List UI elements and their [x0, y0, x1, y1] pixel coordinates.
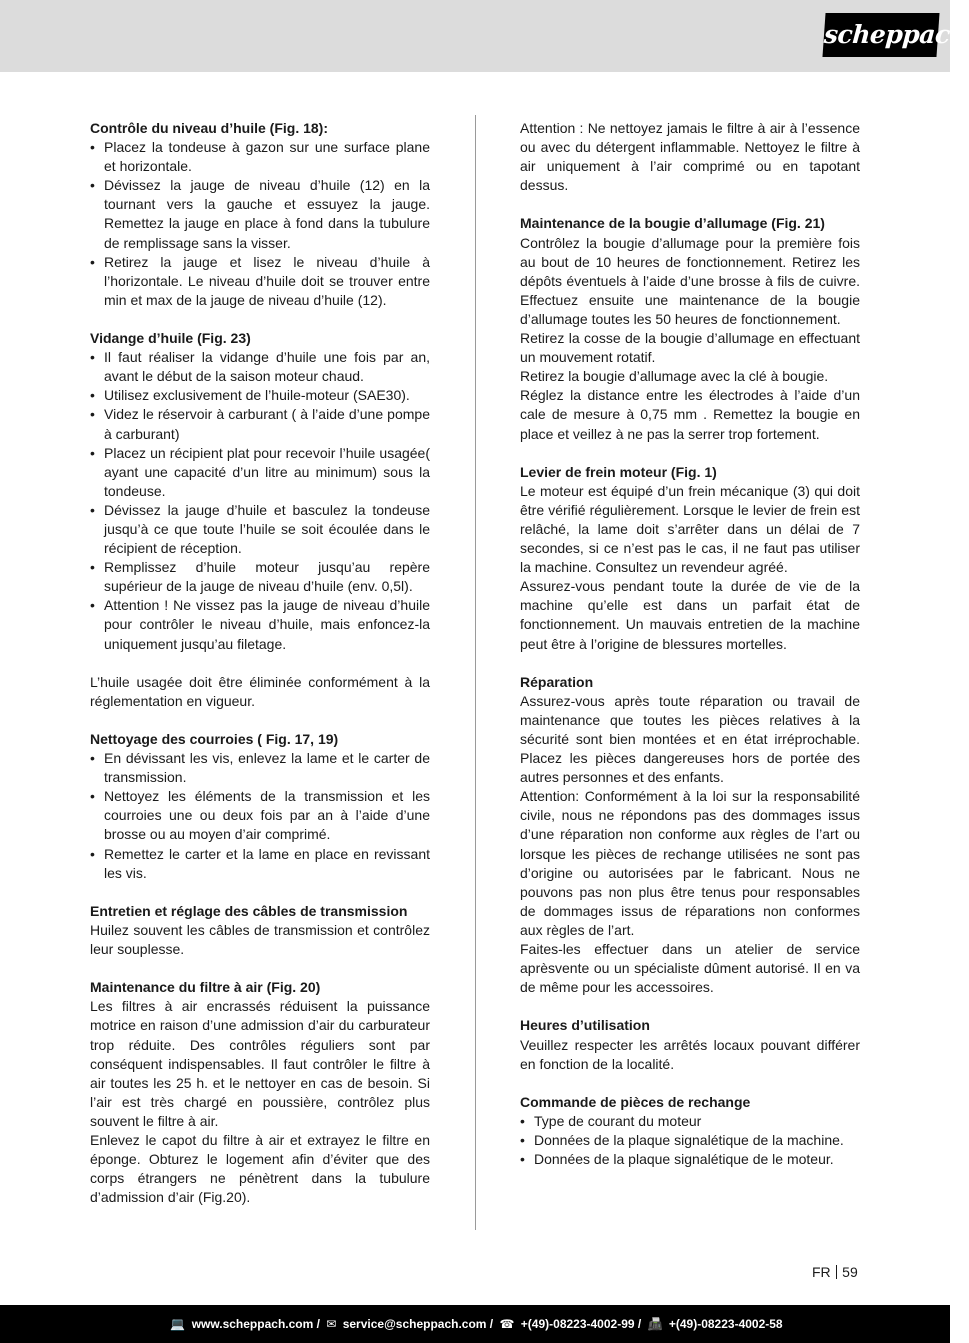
- list-item: • Remplissez d’huile moteur jusqu’au repère supérieur de la jauge de niveau d’huile (env. 0,5l).: [90, 558, 430, 596]
- list-item: • Attention ! Ne vissez pas la jauge de niveau d’huile pour contrôler le niveau d’huile, mais enfoncez-la uniquement jusqu’au filetage.: [90, 596, 430, 653]
- section: [520, 463, 860, 654]
- section: [90, 119, 430, 310]
- section: [520, 673, 860, 998]
- section: [520, 214, 860, 443]
- footer-band: [0, 1305, 950, 1343]
- list-item: • Type de courant du moteur: [520, 1112, 860, 1131]
- list-item: • Placez la tondeuse à gazon sur une surface plane et horizontale.: [90, 138, 430, 176]
- paragraph: Veuillez respecter les arrêtés locaux pouvant différer en fonction de la localité.: [520, 1036, 860, 1072]
- list-item: • Placez un récipient plat pour recevoir l’huile usagée( ayant une capacité d’un litre au minimum) sous la tondeuse.: [90, 444, 430, 501]
- bullet-list: [90, 749, 430, 883]
- section: [90, 329, 430, 654]
- mail-icon: ✉: [326, 1317, 337, 1331]
- column-divider: [475, 115, 476, 1230]
- paragraph: Le moteur est équipé d’un frein mécanique (3) qui doit être vérifié régulièrement. Lorsque le levier de frein est relâché, la lame doit s’arrêter dans un délai de 7 secondes, si ce n’est pas le cas, il ne faut pas utiliser la machine. Consultez un revendeur agréé.: [520, 482, 860, 576]
- paragraph: Huilez souvent les câbles de transmission et contrôlez leur souplesse.: [90, 921, 430, 958]
- paragraph: Faites-les effectuer dans un atelier de service aprèsvente ou un spécialiste dûment autorisé. Il en va de même pour les accessoires.: [520, 941, 860, 996]
- list-item: • Remettez le carter et la lame en place en revissant les vis.: [90, 845, 430, 883]
- paragraph: Réglez la distance entre les électrodes à l’aide d’un cale de mesure à 0,75 mm . Remettez la bougie en place et veillez à ne pas la serrer trop fortement.: [520, 387, 860, 442]
- section-heading: Réparation: [520, 673, 594, 690]
- page-number: [812, 1264, 858, 1280]
- header-band: [0, 0, 969, 72]
- bullet-list: [90, 348, 430, 654]
- page-number-value: 59: [842, 1264, 858, 1280]
- section: [90, 673, 430, 711]
- paragraph: Attention : Ne nettoyez jamais le filtre à air à l’essence ou avec du détergent inflammable. Nettoyez le filtre à air uniquement à l’air comprimé ou en tapotant dessus.: [520, 120, 860, 194]
- section-heading: Contrôle du niveau d’huile (Fig. 18):: [90, 120, 329, 136]
- section-heading: Commande de pièces de rechange: [520, 1093, 751, 1110]
- list-item: • Dévissez la jauge d’huile et basculez la tondeuse jusqu’à ce que toute l’huile se soit écoulée dans le récipient de réception.: [90, 501, 430, 558]
- list-item: • Données de la plaque signalétique de la machine.: [520, 1131, 860, 1150]
- section-heading: Maintenance de la bougie d’allumage (Fig. 21): [520, 215, 825, 232]
- computer-icon: 💻: [170, 1317, 186, 1331]
- section: [90, 730, 430, 883]
- section: [520, 119, 860, 195]
- list-item: • Utilisez exclusivement de l’huile-moteur (SAE30).: [90, 386, 430, 405]
- paragraph: Attention: Conformément à la loi sur la responsabilité civile, nous ne répondons pas des dommages issus d’une réparation non conforme aux règles de l’art ou lorsque les pièces de rechange utilisées ne sont pas d’origine ou autorisées par le fabricant. Nous ne pouvons pas non plus être tenus pour responsables de dommages issus de réparations non conformes aux règles de l’art.: [520, 788, 860, 938]
- section-heading: Nettoyage des courroies ( Fig. 17, 19): [90, 731, 339, 747]
- paragraph: Retirez la cosse de la bougie d’allumage en effectuant un mouvement rotatif.: [520, 330, 860, 366]
- list-item: • Nettoyez les éléments de la transmission et les courroies une ou deux fois par an à l’aide d’une brosse ou au moyen d’air comprimé.: [90, 787, 430, 844]
- section-heading: Entretien et réglage des câbles de transmission: [90, 902, 408, 919]
- section: [520, 1093, 860, 1169]
- bullet-list: [90, 138, 430, 310]
- left-column: [90, 119, 430, 1226]
- footer-email[interactable]: service@scheppach.com /: [342, 1317, 494, 1331]
- right-column: [520, 119, 860, 1188]
- list-item: • En dévissant les vis, enlevez la lame et le carter de transmission.: [90, 749, 430, 787]
- phone-icon: ☎: [499, 1317, 515, 1331]
- paragraph: Assurez-vous pendant toute la durée de vie de la machine qu’elle est dans un parfait état de fonctionnement. Un mauvais entretien de la machine peut être à l’origine de blessures mortelles.: [520, 578, 860, 652]
- section: [90, 978, 430, 1207]
- paragraph: L’huile usagée doit être éliminée conformément à la réglementation en vigueur.: [90, 673, 430, 709]
- section-heading: Vidange d’huile (Fig. 23): [90, 330, 251, 347]
- section: [90, 902, 430, 959]
- section-heading: Maintenance du filtre à air (Fig. 20): [90, 979, 321, 996]
- footer-website[interactable]: www.scheppach.com /: [191, 1317, 320, 1331]
- paragraph: Les filtres à air encrassés réduisent la puissance motrice en raison d’une admission d’air du carburateur trop réduite. Des contrôles réguliers sont par conséquent indispensables. Il faut contrôler le filtre à air toutes les 25 h. et le nettoyer en cas de besoin. Si l’air est très chargé en poussière, contrôlez plus souvent le filtre à air.: [90, 998, 430, 1129]
- list-item: • Il faut réaliser la vidange d’huile une fois par an, avant le début de la saison moteur chaud.: [90, 348, 430, 386]
- list-item: • Dévissez la jauge de niveau d’huile (12) en la tournant vers la gauche et essuyez la jauge. Remettez la jauge en place à fond dans la tubulure de remplissage sans la visser.: [90, 176, 430, 252]
- paragraph: Contrôlez la bougie d’allumage pour la première fois au bout de 10 heures de fonctionnement. Retirez les dépôts éventuels à l’aide d’une brosse à fils de cuivre. Effectuez ensuite une maintenance de la bougie d’allumage toutes les 50 heures de fonctionnement.: [520, 234, 860, 327]
- footer-fax: +(49)-08223-4002-58: [668, 1317, 783, 1331]
- list-item: • Données de la plaque signalétique de le moteur.: [520, 1150, 860, 1169]
- section-heading: Heures d’utilisation: [520, 1017, 650, 1034]
- list-item: • Retirez la jauge et lisez le niveau d’huile à l’horizontale. Le niveau d’huile doit se trouver entre min et max de la jauge de niveau d’huile (12).: [90, 253, 430, 310]
- list-item: • Videz le réservoir à carburant ( à l’aide d’une pompe à carburant): [90, 405, 430, 443]
- bullet-list: [520, 1112, 860, 1169]
- paragraph: Assurez-vous après toute réparation ou travail de maintenance que toutes les pièces relatives à la sécurité sont bien montées et en état irréprochable. Placez les pièces dangereuses hors de portée des autres personnes et des enfants.: [520, 692, 860, 786]
- footer-phone: +(49)-08223-4002-99 /: [520, 1317, 642, 1331]
- paragraph: Enlevez le capot du filtre à air et extrayez le filtre en éponge. Obturez le logement afin d’éviter que des corps étrangers ne pénètrent dans la tubulure d’admission d’air (Fig.20).: [90, 1131, 430, 1206]
- page-language: FR: [812, 1264, 831, 1280]
- section: [520, 1016, 860, 1073]
- page-separator: [836, 1265, 838, 1279]
- scheppach-logo: scheppach: [822, 13, 939, 57]
- fax-icon: 📠: [647, 1317, 663, 1331]
- paragraph: Retirez la bougie d’allumage avec la clé à bougie.: [520, 368, 829, 385]
- section-heading: Levier de frein moteur (Fig. 1): [520, 463, 717, 480]
